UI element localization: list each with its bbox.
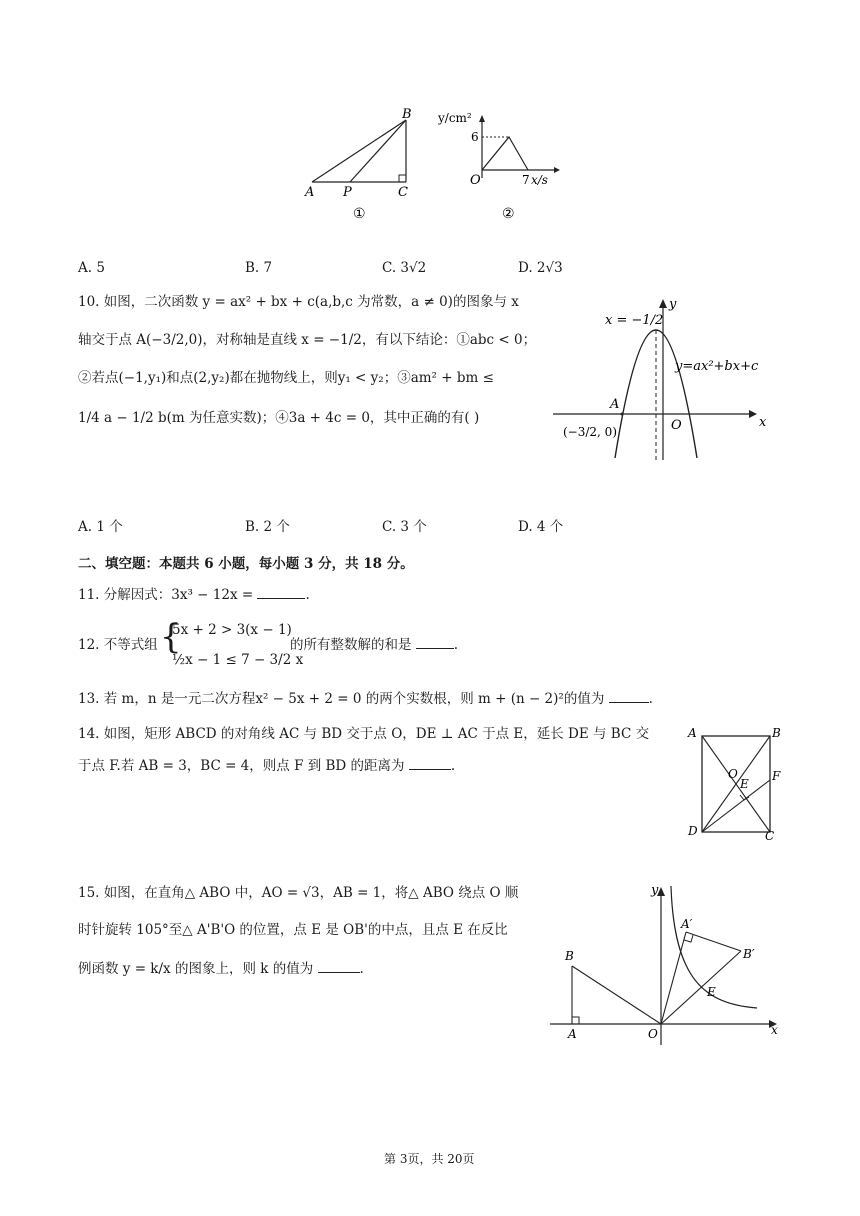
q14-C: C	[765, 829, 775, 843]
q14-line-2	[78, 756, 455, 776]
q11-end: .	[305, 587, 310, 603]
q12-ineq-1: 5x + 2 > 3(x − 1)	[172, 622, 292, 638]
q10-point-label: (−3/2, 0)	[563, 425, 617, 439]
q10-curve-label: y=ax²+bx+c	[675, 359, 759, 374]
section-heading: 二、填空题：本题共 6 小题，每小题 3 分，共 18 分。	[78, 556, 414, 572]
q10-option-a: A. 1 个	[78, 519, 123, 535]
q9-option-c: C. 3√2	[382, 260, 427, 276]
q10-line-2: 轴交于点 A(−3/2,0)，对称轴是直线 x = −1/2，有以下结论：①abc < 0；	[78, 332, 537, 348]
q12-end: .	[453, 637, 459, 653]
q11-text: 11. 分解因式：3x³ − 12x =	[78, 587, 254, 603]
q15-line-1: 15. 如图，在直角△ ABO 中，AO = √3，AB = 1，将△ ABO 绕点 O 顺	[78, 885, 519, 901]
q9-figure-2	[432, 100, 562, 222]
q14-line-1: 14. 如图，矩形 ABCD 的对角线 AC 与 BD 交于点 O，DE ⊥ AC 于点 E，延长 DE 与 BC 交	[78, 726, 650, 742]
q12-suffix	[290, 635, 458, 655]
q10-option-c: C. 3 个	[382, 519, 427, 535]
q13-text: 13. 若 m，n 是一元二次方程x² − 5x + 2 = 0 的两个实数根，则 m + (n − 2)²的值为	[78, 691, 605, 707]
q14-E: E	[740, 777, 749, 791]
q14-B: B	[772, 726, 781, 740]
q14-O: O	[728, 767, 738, 781]
q15-line-3	[78, 959, 364, 979]
q15-A1: A′	[681, 917, 693, 931]
label-C: C	[398, 185, 408, 200]
q11-blank	[257, 598, 305, 599]
q10-x-label: x	[759, 415, 767, 430]
q9-figure-1	[295, 100, 425, 222]
q10-option-d: D. 4 个	[518, 519, 564, 535]
q14-D: D	[688, 824, 698, 838]
q10-y-label: y	[669, 297, 677, 312]
fig2-origin: O	[470, 173, 481, 188]
q15-figure	[545, 880, 785, 1050]
q14-line-2-text: 于点 F.若 AB = 3，BC = 4，则点 F 到 BD 的距离为	[78, 758, 405, 774]
q12-brace: {	[160, 617, 182, 657]
q12-suffix-text: 的所有整数解的和是	[290, 637, 412, 653]
q9-option-a: A. 5	[78, 260, 105, 276]
q10-axis-label: x = −1/2	[605, 313, 664, 328]
q15-E: E	[707, 985, 716, 999]
q14-end: .	[450, 758, 456, 774]
q15-end: .	[359, 961, 364, 977]
fig2-x7: 7	[522, 173, 530, 187]
q15-x: x	[771, 1023, 778, 1037]
fig2-ylabel: y/cm²	[438, 111, 472, 125]
q14-A: A	[688, 726, 697, 740]
label-B: B	[402, 107, 412, 122]
q15-line-2: 时针旋转 105°至△ A'B'O 的位置，点 E 是 OB'的中点，且点 E 在反比	[78, 922, 508, 938]
q12-ineq-2: ½x − 1 ≤ 7 − 3/2 x	[172, 652, 304, 668]
q13-end: .	[648, 691, 653, 707]
q15-A: A	[568, 1027, 577, 1041]
q15-blank	[318, 972, 360, 973]
label-A: A	[305, 185, 315, 200]
q13-blank	[609, 702, 649, 703]
caption-1: ①	[353, 206, 366, 222]
caption-2: ②	[502, 206, 515, 222]
q15-y: y	[651, 883, 659, 898]
q15-O: O	[648, 1027, 658, 1041]
q14-blank	[409, 769, 451, 770]
q10-A-label: A	[610, 397, 620, 412]
q15-line-3-text: 例函数 y = k/x 的图象上，则 k 的值为	[78, 961, 314, 977]
q9-option-b: B. 7	[245, 260, 273, 276]
q11	[78, 585, 310, 605]
q9-option-d: D. 2√3	[518, 260, 563, 276]
q10-O-label: O	[671, 418, 682, 433]
fig2-xlabel: x/s	[531, 173, 548, 187]
q10-line-1: 10. 如图，二次函数 y = ax² + bx + c(a,b,c 为常数，a ≠ 0)的图象与 x	[78, 294, 519, 310]
q14-F: F	[772, 769, 781, 783]
q12-blank	[416, 648, 454, 649]
q10-line-3: ②若点(−1,y₁)和点(2,y₂)都在抛物线上，则y₁ < y₂；③am² + bm ≤	[78, 370, 494, 386]
q12-prefix: 12. 不等式组	[78, 637, 158, 653]
q10-line-4: 1/4 a − 1/2 b(m 为任意实数)；④3a + 4c = 0，其中正确的有( )	[78, 410, 480, 426]
q10-option-b: B. 2 个	[245, 519, 290, 535]
page-footer: 第 3页，共 20页	[384, 1152, 475, 1166]
q13	[78, 689, 653, 709]
q15-B1: B′	[743, 947, 755, 961]
q15-B: B	[565, 949, 574, 963]
label-P: P	[343, 185, 352, 200]
q14-figure	[680, 720, 790, 845]
fig2-y6: 6	[471, 130, 479, 144]
q10-figure	[553, 290, 783, 465]
